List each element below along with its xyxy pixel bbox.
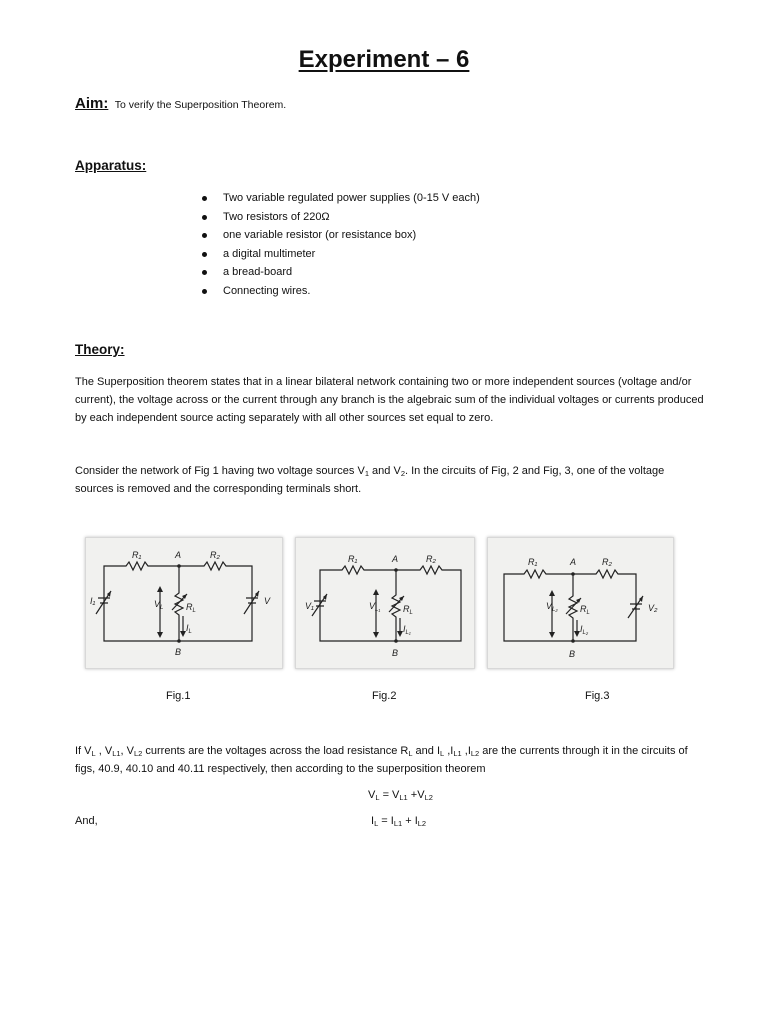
circuit-diagram-2 xyxy=(296,538,474,668)
figure-1-caption: Fig.1 xyxy=(166,690,191,702)
left-source-label: V₁ xyxy=(305,601,314,611)
load-resistor xyxy=(569,574,577,641)
left-source-label: I₁ xyxy=(90,596,96,606)
node-a-label: A xyxy=(392,554,399,564)
figure-3-caption: Fig.3 xyxy=(585,690,610,702)
load-resistor-label: R xyxy=(403,604,410,614)
aim-section xyxy=(75,95,286,113)
label-r2: R₂ xyxy=(426,554,436,564)
apparatus-list xyxy=(200,189,480,300)
circuit-diagram-1 xyxy=(86,538,282,668)
and-label: And, xyxy=(75,815,98,827)
network-wire xyxy=(504,570,636,641)
page-title: Experiment – 6 xyxy=(298,46,470,73)
load-resistor-label: R xyxy=(186,602,193,612)
list-item: a bread-board xyxy=(200,263,480,282)
label-r1: R₁ xyxy=(132,550,142,560)
theory-heading: Theory: xyxy=(75,342,125,357)
load-resistor xyxy=(175,566,183,641)
node-b-label: B xyxy=(175,647,182,657)
svg-text:VL₁: $V_{L_1}$ xyxy=(369,601,381,613)
list-item: Two variable regulated power supplies (0-15 V each) xyxy=(200,189,480,208)
network-wire xyxy=(104,562,252,641)
theory-paragraph-1: The Superposition theorem states that in a linear bilateral network containing two or more independent sources (voltage and/or current), the voltage across or the current through any branch is the algebraic sum of the individual voltages or currents produced by each independent source acting separately with all other sources set equal to zero. xyxy=(75,376,704,424)
figure-1 xyxy=(85,537,283,669)
load-resistor xyxy=(392,570,400,641)
load-current-label: I xyxy=(403,624,406,634)
label-r1: R₁ xyxy=(528,557,538,567)
label-r2: R₂ xyxy=(602,557,612,567)
svg-text:RL: $R_L$ xyxy=(403,604,413,616)
load-current-label: I xyxy=(580,624,583,634)
figure-3 xyxy=(487,537,674,669)
equation-current: $I_L = I_{L1} + I_{L2}$ xyxy=(371,815,427,828)
right-source-label: V xyxy=(264,596,271,606)
load-current-label: I xyxy=(186,623,189,633)
svg-text:IL₁: $I_{L_1}$ xyxy=(403,624,411,636)
list-item: a digital multimeter xyxy=(200,245,480,264)
circuit-diagram-3 xyxy=(488,538,673,668)
figure-2 xyxy=(295,537,475,669)
svg-text:VL: $V_L$ xyxy=(154,599,164,611)
apparatus-heading: Apparatus: xyxy=(75,158,147,173)
load-voltage-label: V xyxy=(546,601,553,611)
right-source-label: V₂ xyxy=(648,603,658,613)
network-wire xyxy=(320,566,461,641)
svg-text:IL₂: $I_{L_2}$ xyxy=(580,624,589,636)
list-item: one variable resistor (or resistance box) xyxy=(200,226,480,245)
svg-text:VL₂: $V_{L_2}$ xyxy=(546,601,558,613)
node-a-label: A xyxy=(570,557,577,567)
svg-text:IL: $I_L$ xyxy=(186,623,192,635)
node-b-label: B xyxy=(569,649,576,659)
theory-paragraph-2: Consider the network of Fig 1 having two voltage sources $V_1$ and $V_2$. In the circuits of Fig, 2 and Fig, 3, one of the voltage sources is removed and the corresponding terminals short. xyxy=(75,465,665,495)
list-item: Two resistors of 220Ω xyxy=(200,208,480,227)
aim-label: Aim: xyxy=(75,95,109,112)
label-r2: R₂ xyxy=(210,550,220,560)
load-voltage-label: V xyxy=(154,599,161,609)
equation-voltage: $V_L = V_{L1} +V_{L2}$ xyxy=(368,789,433,802)
figure-2-caption: Fig.2 xyxy=(372,690,397,702)
label-r1: R₁ xyxy=(348,554,358,564)
load-resistor-label: R xyxy=(580,604,587,614)
node-a-label: A xyxy=(175,550,182,560)
node-b-label: B xyxy=(392,648,399,658)
svg-text:RL: $R_L$ xyxy=(580,604,590,616)
aim-text: To verify the Superposition Theorem. xyxy=(114,99,287,111)
load-voltage-label: V xyxy=(369,601,376,611)
svg-text:RL: $R_L$ xyxy=(186,602,196,614)
conclusion-paragraph: If $V_L$ , $V_{L1}$, $V_{L2}$ currents are the voltages across the load resistance $R_L$ and $I_L$ $,I_{L1}$ $,I_{L2}$ are the currents through it in the circuits of figs, 40.9, 40.10 and 40.11 respectively, then according to the superposition theorem xyxy=(75,745,688,775)
list-item: Connecting wires. xyxy=(200,282,480,301)
